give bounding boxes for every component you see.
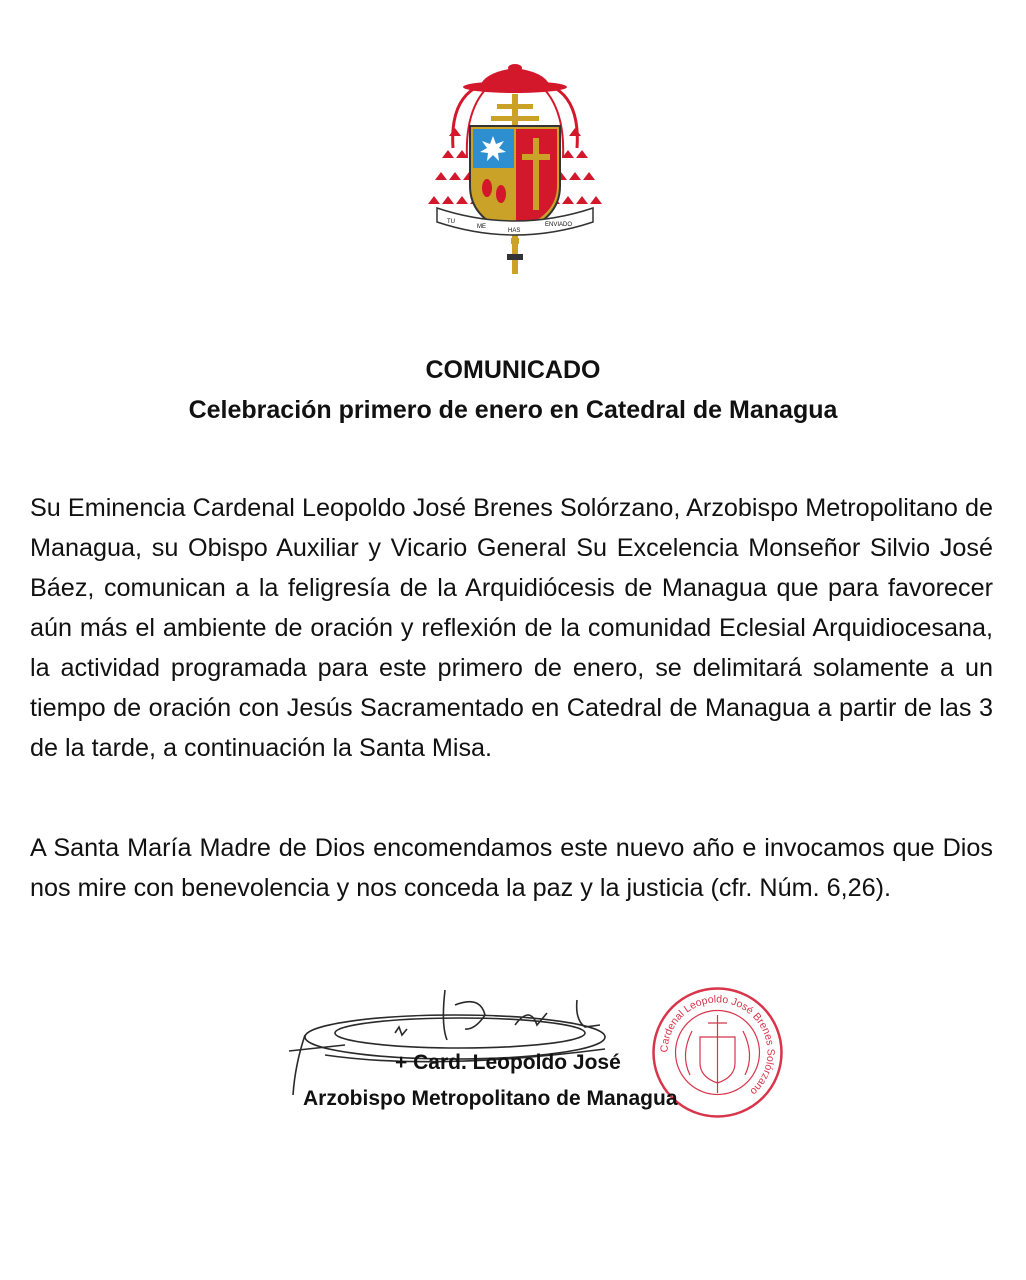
document-subtitle: Celebración primero de enero en Catedral de Managua xyxy=(188,396,838,424)
motto-word: TU xyxy=(447,219,455,225)
signature-block xyxy=(285,985,805,1135)
body-paragraph-2: A Santa María Madre de Dios encomendamos este nuevo año e invocamos que Dios nos mire con benevolencia y nos conceda la paz y la justicia (cfr. Núm. 6,26). xyxy=(30,834,993,902)
seal-text: Cardenal Leopoldo José Brenes Solórzano xyxy=(658,993,777,1098)
motto-word: ME xyxy=(477,224,486,230)
signer-title: Arzobispo Metropolitano de Managua xyxy=(303,1087,678,1110)
motto-word: HAS xyxy=(508,228,521,234)
cardinal-coat-of-arms xyxy=(425,58,605,280)
signer-name: + Card. Leopoldo José xyxy=(395,1051,621,1074)
motto-word: ENVIADO xyxy=(545,222,573,228)
body-paragraph-1: Su Eminencia Cardenal Leopoldo José Brenes Solórzano, Arzobispo Metropolitano de Managua, su Obispo Auxiliar y Vicario General Su Excelencia Monseñor Silvio José Báez, comunican a la feligresía de la Arquidiócesis de Managua que para favorecer aún más el ambiente de oración y reflexión de la comunidad Eclesial Arquidiocesana, la actividad programada para este primero de enero, se delimitará solamente a un tiempo de oración con Jesús Sacramentado en Catedral de Managua a partir de las 3 de la tarde, a continuación la Santa Misa. xyxy=(30,494,993,762)
document-title: COMUNICADO xyxy=(425,356,601,384)
